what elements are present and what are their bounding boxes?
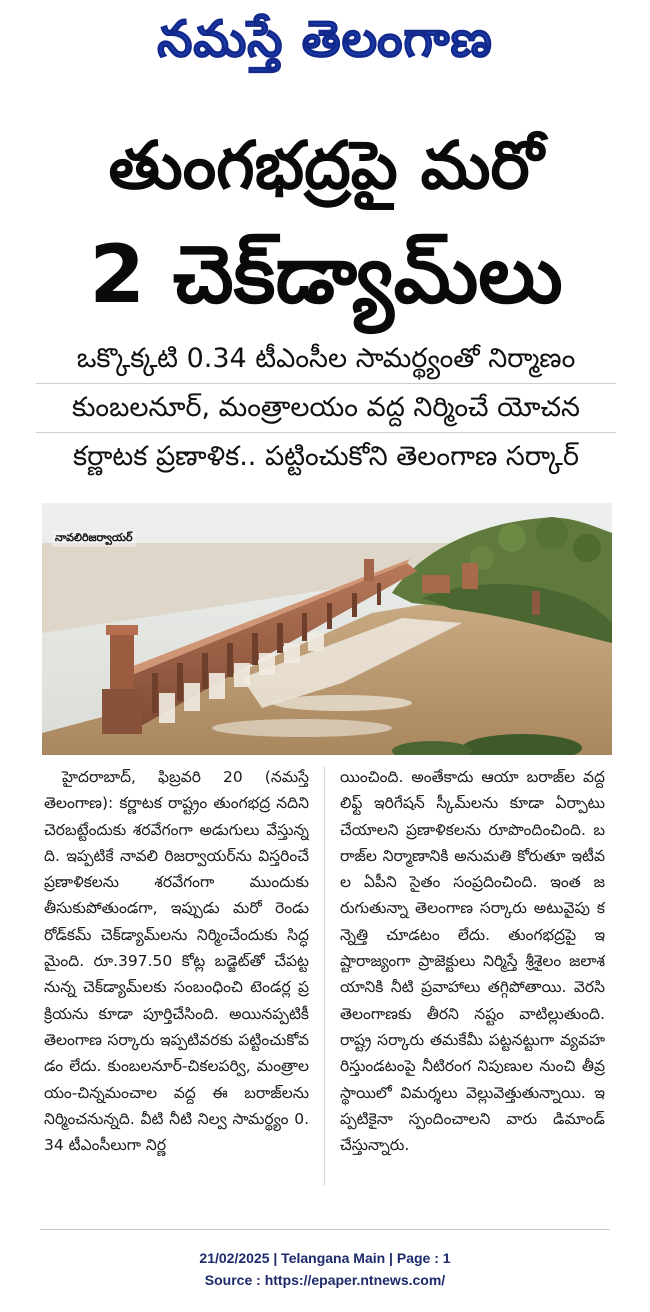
photo-caption: నావలిరిజర్వాయర్ [52, 531, 136, 547]
subheadlines [36, 335, 616, 481]
masthead-logo: నమస్తే తెలంగాణ [157, 9, 493, 68]
subheadline-1: ఒక్కొక్కటి 0.34 టీఎంసీల సామర్థ్యంతో నిర్మాణం [36, 335, 616, 384]
article-column-left: హైదరాబాద్, ఫిబ్రవరి 20 (నమస్తే తెలంగాణ): కర్ణాటక రాష్ట్రం తుంగభద్ర నదిని చెరబట్టేందుకు శరవేగంగా అడుగులు వేస్తున్నది. ఇప్పటికే నావలి రిజర్వాయర్‌ను విస్తరించే ప్రణాళికలను శరవేగంగా ముందుకు తీసుకుపోతుండగా, ఇప్పుడు మరో రెండు రోడ్‌కమ్ చెక్‌డ్యామ్‌లను నిర్మించేందుకు సిద్ధమైంది. రూ.397.50 కోట్ల బడ్జెట్‌తో చేపట్టనున్న చెక్‌డ్యామ్‌లకు సంబంధించి టెండర్ల ప్రక్రియను కూడా పూర్తిచేసింది. అయినప్పటికీ తెలంగాణ సర్కారు ఇప్పటివరకు పట్టించుకోవడం లేదు. కుంబలనూర్-చికలపర్వి, మంత్రాలయం-చిన్నమంచాల వద్ద ఈ బరాజ్‌లను నిర్మించనున్నది. వీటి నీటి నిల్వ సామర్థ్యం 0.34 టీఎంసీలుగా నిర్ణ [44, 768, 309, 1155]
dam-photo [42, 503, 612, 755]
footer-edition-info: 21/02/2025 | Telangana Main | Page : 1 [199, 1250, 451, 1266]
headline-line-1: తుంగభద్రపై మరో [108, 127, 544, 204]
column-divider [324, 766, 325, 1186]
subheadline-2: కుంబలనూర్, మంత్రాలయం వద్ద నిర్మించే యోచన [36, 384, 616, 433]
headline-line-2: 2 చెక్‌డ్యామ్‌లు [89, 228, 563, 321]
footer-source-link[interactable]: Source : https://epaper.ntnews.com/ [204, 1272, 446, 1288]
subheadline-3: కర్ణాటక ప్రణాళిక.. పట్టించుకోని తెలంగాణ సర్కార్ [73, 441, 579, 472]
footer-rule [40, 1229, 610, 1230]
article-column-right: యించింది. అంతేకాదు ఆయా బరాజ్‌ల వద్ద లిఫ్ట్ ఇరిగేషన్ స్కీమ్‌లను కూడా ఏర్పాటు చేయాలని ప్రణాళికలను రూపొందించింది. బరాజ్‌ల నిర్మాణానికి అనుమతి కోరుతూ ఇటీవల ఏపీని సైతం సంప్రదించింది. ఇంత జరుగుతున్నా తెలంగాణ సర్కారు అటువైపు కన్నెత్తి చూడటం లేదు. తుంగభద్రపై ఇష్టారాజ్యంగా ప్రాజెక్టులు నిర్మిస్తే శ్రీశైలం జలాశయానికి నీటి ప్రవాహాలు తగ్గిపోతాయి. వెరసి తెలంగాణకు తీరని నష్టం వాటిల్లుతుంది. రాష్ట్ర సర్కారు తమకేమీ పట్టనట్టుగా వ్యవహరిస్తుండటంపై నీటిరంగ నిపుణుల నుంచి తీవ్రస్థాయిలో విమర్శలు వెల్లువెత్తుతున్నాయి. ఇప్పటికైనా స్పందించాలని వారు డిమాండ్ చేస్తున్నారు. [340, 768, 605, 1155]
